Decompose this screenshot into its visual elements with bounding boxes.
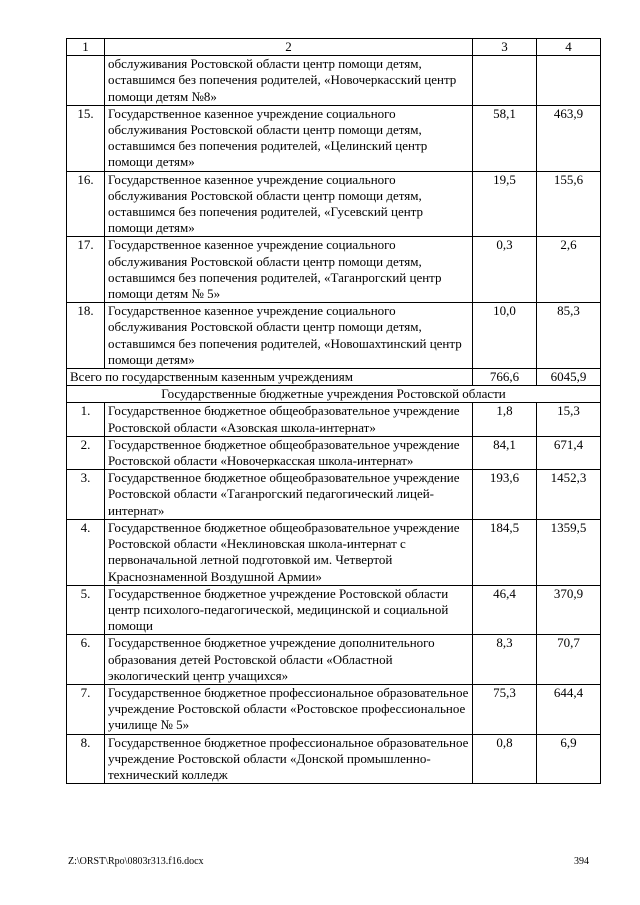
- row-name-cell: Государственное казенное учреждение социального обслуживания Ростовской области центр помощи детям, оставшимся без попечения родителей, «Гусевский центр помощи детям»: [105, 171, 473, 237]
- header-row: [67, 39, 601, 56]
- header-cell: 3: [473, 39, 537, 56]
- row-name-cell: Государственное бюджетное общеобразовательное учреждение Ростовской области «Азовская школа-интернат»: [105, 403, 473, 436]
- table-row: [67, 171, 601, 237]
- row-name-cell: Государственное казенное учреждение социального обслуживания Ростовской области центр помощи детям, оставшимся без попечения родителей, «Целинский центр помощи детям»: [105, 105, 473, 171]
- row-number-cell: [67, 56, 105, 106]
- value-cell: 155,6: [537, 171, 601, 237]
- row-name-cell: Государственное казенное учреждение социального обслуживания Ростовской области центр помощи детям, оставшимся без попечения родителей, «Таганрогский центр помощи детям № 5»: [105, 237, 473, 303]
- table-row: [67, 105, 601, 171]
- value-cell: 10,0: [473, 303, 537, 369]
- row-number-cell: 3.: [67, 470, 105, 520]
- value-cell: 6,9: [537, 734, 601, 784]
- value-cell: 193,6: [473, 470, 537, 520]
- value-cell: 0,3: [473, 237, 537, 303]
- footer-page-number: 394: [574, 856, 589, 867]
- value-cell: [473, 56, 537, 106]
- table-row: [67, 470, 601, 520]
- row-name-cell: Государственное бюджетное учреждение дополнительного образования детей Ростовской области «Областной экологический центр учащихся»: [105, 635, 473, 685]
- value-cell: 463,9: [537, 105, 601, 171]
- table-row: [67, 237, 601, 303]
- value-cell: 0,8: [473, 734, 537, 784]
- value-cell: 1359,5: [537, 519, 601, 585]
- table-row: [67, 436, 601, 469]
- table-row: [67, 734, 601, 784]
- footer-file-path: Z:\ORST\Rpo\0803r313.f16.docx: [68, 856, 204, 867]
- row-name-cell: Государственное бюджетное учреждение Ростовской области центр психолого-педагогической, медицинской и социальной помощи: [105, 585, 473, 635]
- table-row: [67, 684, 601, 734]
- value-cell: 75,3: [473, 684, 537, 734]
- value-cell: 2,6: [537, 237, 601, 303]
- table-row: [67, 585, 601, 635]
- value-cell: 671,4: [537, 436, 601, 469]
- row-name-cell: Государственное бюджетное общеобразовательное учреждение Ростовской области «Новочеркасская школа-интернат»: [105, 436, 473, 469]
- row-name-cell: Государственное бюджетное общеобразовательное учреждение Ростовской области «Неклиновская школа-интернат с первоначальной летной подготовкой им. Четвертой Краснознаменной Воздушной Армии»: [105, 519, 473, 585]
- row-number-cell: 16.: [67, 171, 105, 237]
- value-cell: 370,9: [537, 585, 601, 635]
- value-cell: 1452,3: [537, 470, 601, 520]
- value-cell: 58,1: [473, 105, 537, 171]
- row-number-cell: 5.: [67, 585, 105, 635]
- header-cell: 2: [105, 39, 473, 56]
- table-row: [67, 403, 601, 436]
- total-value-cell: 766,6: [473, 369, 537, 386]
- row-name-cell: Государственное казенное учреждение социального обслуживания Ростовской области центр помощи детям, оставшимся без попечения родителей, «Новошахтинский центр помощи детям»: [105, 303, 473, 369]
- value-cell: 70,7: [537, 635, 601, 685]
- row-name-cell: Государственное бюджетное профессиональное образовательное учреждение Ростовской области «Ростовское профессиональное училище № 5»: [105, 684, 473, 734]
- table-row: [67, 635, 601, 685]
- row-name-cell: Государственное бюджетное профессиональное образовательное учреждение Ростовской области «Донской промышленно-технический колледж: [105, 734, 473, 784]
- row-number-cell: 4.: [67, 519, 105, 585]
- row-number-cell: 1.: [67, 403, 105, 436]
- table-row: [67, 303, 601, 369]
- total-value-cell: 6045,9: [537, 369, 601, 386]
- value-cell: 85,3: [537, 303, 601, 369]
- row-number-cell: 2.: [67, 436, 105, 469]
- row-name-cell: Государственное бюджетное общеобразовательное учреждение Ростовской области «Таганрогский педагогический лицей-интернат»: [105, 470, 473, 520]
- value-cell: 84,1: [473, 436, 537, 469]
- header-cell: 4: [537, 39, 601, 56]
- value-cell: 46,4: [473, 585, 537, 635]
- value-cell: 184,5: [473, 519, 537, 585]
- row-number-cell: 7.: [67, 684, 105, 734]
- value-cell: 644,4: [537, 684, 601, 734]
- section-title-row: [67, 386, 601, 403]
- header-cell: 1: [67, 39, 105, 56]
- row-number-cell: 17.: [67, 237, 105, 303]
- row-number-cell: 8.: [67, 734, 105, 784]
- budget-table: [66, 38, 601, 784]
- value-cell: 1,8: [473, 403, 537, 436]
- value-cell: 8,3: [473, 635, 537, 685]
- value-cell: 15,3: [537, 403, 601, 436]
- total-label-cell: Всего по государственным казенным учреждениям: [67, 369, 473, 386]
- value-cell: [537, 56, 601, 106]
- row-number-cell: 6.: [67, 635, 105, 685]
- row-name-cell: обслуживания Ростовской области центр помощи детям, оставшимся без попечения родителей, «Новочеркасский центр помощи детям №8»: [105, 56, 473, 106]
- section-title: Государственные бюджетные учреждения Ростовской области: [67, 386, 601, 403]
- row-number-cell: 18.: [67, 303, 105, 369]
- value-cell: 19,5: [473, 171, 537, 237]
- total-row: [67, 369, 601, 386]
- table-row: [67, 519, 601, 585]
- continuation-row: [67, 56, 601, 106]
- row-number-cell: 15.: [67, 105, 105, 171]
